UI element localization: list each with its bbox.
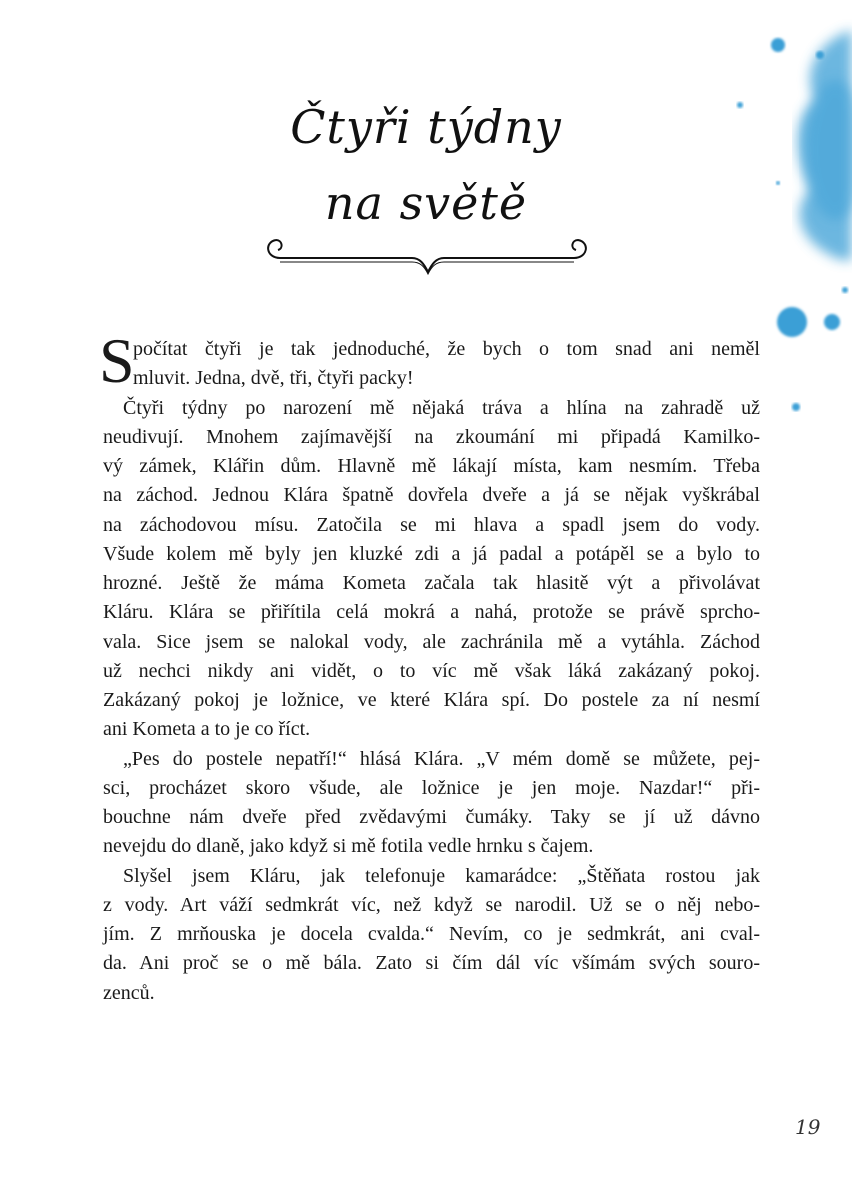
- text-line: zenců.: [103, 981, 155, 1004]
- page-number: 19: [795, 1115, 821, 1139]
- chapter-title-line-1: Čtyři týdny: [290, 100, 562, 154]
- text-line: hrozné. Ještě že máma Kometa začala tak hlasitě výt a přivolávat: [103, 572, 760, 594]
- title-ornament-swirl: [262, 228, 592, 278]
- text-line: Všude kolem mě byly jen kluzké zdi a já padal a potápěl se a bylo to: [103, 542, 760, 565]
- text-line: bouchne nám dveře před zvědavými čumáky. Taky se jí už dávno: [103, 806, 760, 828]
- text-line: Kláru. Klára se přiřítila celá mokrá a nahá, protože se právě sprcho-: [103, 601, 760, 624]
- text-line: neudivují. Mnohem zajímavější na zkoumání mi připadá Kamilko-: [103, 425, 760, 448]
- text-line: Zakázaný pokoj je ložnice, ve které Klára spí. Do postele za ní nesmí: [103, 689, 760, 711]
- text-line: vý zámek, Klářin dům. Hlavně mě lákají místa, kam nesmím. Třeba: [103, 455, 760, 477]
- text-line: Čtyři týdny po narození mě nějaká tráva a hlína na zahradě už: [123, 396, 760, 419]
- text-line: jím. Z mrňouska je docela cvalda.“ Nevím, co je sedmkrát, ani cval-: [103, 923, 760, 945]
- text-line: nevejdu do dlaně, jako když si mě fotila vedle hrnku s čajem.: [103, 835, 594, 858]
- text-line: sci, procházet skoro všude, ale ložnice je jen moje. Nazdar!“ při-: [103, 776, 760, 799]
- text-line: už nechci nikdy ani vidět, o to víc mě však láká zakázaný pokoj.: [103, 659, 760, 682]
- chapter-body-text: [99, 325, 760, 1008]
- text-line: „Pes do postele nepatří!“ hlásá Klára. „V mém domě se můžete, pej-: [123, 747, 760, 770]
- text-line: na záchod. Jednou Klára špatně dovřela dveře a já se nějak vyškrábal: [103, 484, 760, 507]
- text-line: vala. Sice jsem se nalokal vody, ale zachránila mě a vytáhla. Záchod: [103, 630, 760, 653]
- text-line: Slyšel jsem Kláru, jak telefonuje kamarádce: „Štěňata rostou jak: [123, 864, 760, 887]
- text-line: na záchodovou mísu. Zatočila se mi hlava a spadl jsem do vody.: [103, 513, 760, 536]
- chapter-title-line-2: na světě: [324, 176, 528, 230]
- text-line: da. Ani proč se o mě bála. Zato si čím dál víc všímám svých souro-: [103, 952, 760, 975]
- text-line: mluvit. Jedna, dvě, tři, čtyři packy!: [133, 367, 414, 390]
- text-line: z vody. Art váží sedmkrát víc, než když se narodil. Už se o něj nebo-: [103, 893, 760, 916]
- drop-cap: S: [99, 325, 135, 396]
- text-line: počítat čtyři je tak jednoduché, že bych o tom snad ani neměl: [133, 338, 760, 360]
- text-line: ani Kometa a to je co říct.: [103, 718, 311, 741]
